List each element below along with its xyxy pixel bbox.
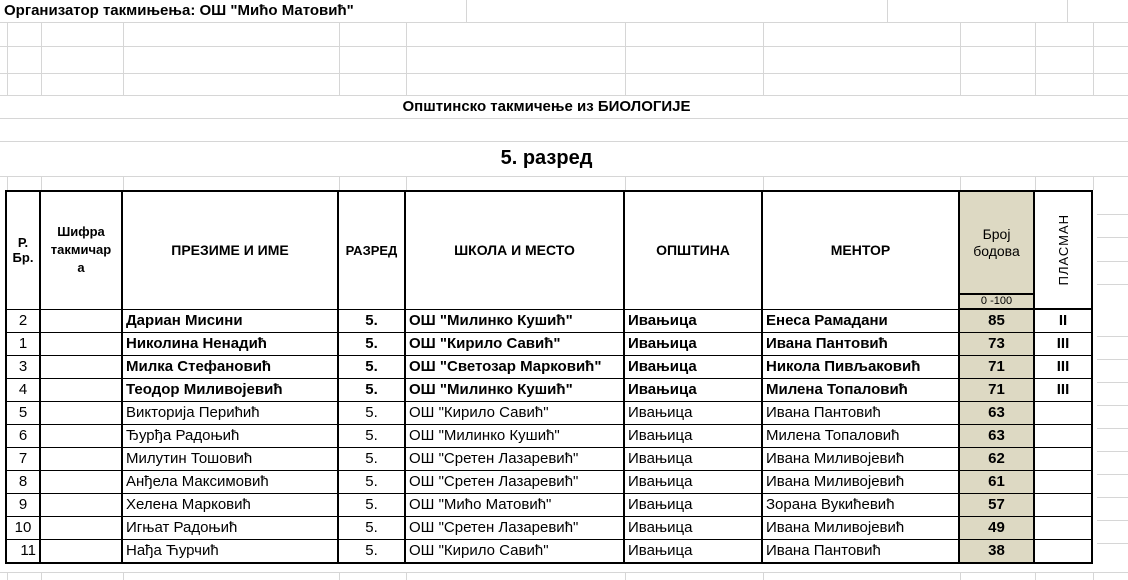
cell-competitor-code[interactable] (40, 494, 122, 517)
cell-grade[interactable]: 5. (338, 425, 405, 448)
cell-school[interactable]: ОШ "Кирило Савић" (405, 402, 624, 425)
gridline (41, 22, 42, 95)
cell-municipality[interactable]: Ивањица (624, 540, 762, 564)
cell-school[interactable]: ОШ "Милинко Кушић" (405, 425, 624, 448)
cell-grade[interactable]: 5. (338, 448, 405, 471)
gridline (0, 73, 1128, 74)
cell-municipality[interactable]: Ивањица (624, 494, 762, 517)
cell-municipality[interactable]: Ивањица (624, 517, 762, 540)
cell-name[interactable]: Дариан Мисини (122, 309, 338, 333)
gridline (1097, 451, 1128, 452)
cell-mentor[interactable]: Ивана Миливојевић (762, 448, 959, 471)
cell-mentor[interactable]: Енеса Рамадани (762, 309, 959, 333)
gridline (0, 118, 1128, 119)
cell-points[interactable]: 71 (959, 379, 1034, 402)
table-row (6, 333, 1092, 356)
cell-school[interactable]: ОШ "Сретен Лазаревић" (405, 448, 624, 471)
cell-school[interactable]: ОШ "Милинко Кушић" (405, 309, 624, 333)
cell-name[interactable]: Николина Ненадић (122, 333, 338, 356)
cell-points[interactable]: 73 (959, 333, 1034, 356)
table-row (6, 517, 1092, 540)
cell-points[interactable]: 71 (959, 356, 1034, 379)
header-grade[interactable]: РАЗРЕД (338, 191, 405, 309)
gridline (7, 572, 8, 580)
gridline (1097, 336, 1128, 337)
table-row (6, 356, 1092, 379)
cell-name[interactable]: Викторија Перићић (122, 402, 338, 425)
table-body (6, 309, 1092, 563)
cell-competitor-code[interactable] (40, 425, 122, 448)
gridline (763, 176, 764, 190)
table-row (6, 425, 1092, 448)
cell-municipality[interactable]: Ивањица (624, 425, 762, 448)
gridline (960, 572, 961, 580)
cell-placement[interactable] (1034, 540, 1092, 564)
cell-row-number[interactable]: 4 (6, 379, 40, 402)
cell-name[interactable]: Хелена Марковић (122, 494, 338, 517)
gridline (41, 176, 42, 190)
cell-grade[interactable]: 5. (338, 379, 405, 402)
table-row (6, 540, 1092, 564)
gridline (406, 176, 407, 190)
gridline (41, 572, 42, 580)
cell-municipality[interactable]: Ивањица (624, 309, 762, 333)
cell-row-number[interactable]: 1 (6, 333, 40, 356)
organizer-title-cell[interactable]: Организатор такмињења: ОШ "Мићо Матовић" (4, 2, 354, 19)
header-municipality[interactable]: ОПШТИНА (624, 191, 762, 309)
gridline (406, 22, 407, 95)
cell-placement[interactable]: II (1034, 309, 1092, 333)
gridline (1035, 22, 1036, 95)
cell-row-number[interactable]: 10 (6, 517, 40, 540)
cell-school[interactable]: ОШ "Кирило Савић" (405, 333, 624, 356)
cell-grade[interactable]: 5. (338, 309, 405, 333)
cell-competitor-code[interactable] (40, 448, 122, 471)
cell-mentor[interactable]: Ивана Пантовић (762, 333, 959, 356)
cell-mentor[interactable]: Ивана Миливојевић (762, 517, 959, 540)
cell-competitor-code[interactable] (40, 309, 122, 333)
gridline (625, 22, 626, 95)
cell-mentor[interactable]: Милена Топаловић (762, 425, 959, 448)
cell-name[interactable]: Анђела Максимовић (122, 471, 338, 494)
competition-title-cell[interactable]: Општинско такмичење из БИОЛОГИЈЕ (402, 98, 691, 115)
cell-municipality[interactable]: Ивањица (624, 402, 762, 425)
cell-municipality[interactable]: Ивањица (624, 448, 762, 471)
cell-competitor-code[interactable] (40, 540, 122, 564)
gridline (1097, 359, 1128, 360)
cell-municipality[interactable]: Ивањица (624, 333, 762, 356)
gridline (1067, 0, 1068, 22)
cell-name[interactable]: Милка Стефановић (122, 356, 338, 379)
header-mentor[interactable]: МЕНТОР (762, 191, 959, 309)
cell-mentor[interactable]: Ивана Пантовић (762, 540, 959, 564)
cell-name[interactable]: Ђурђа Радоњић (122, 425, 338, 448)
gridline (625, 176, 626, 190)
gridline (960, 176, 961, 190)
cell-name[interactable]: Игњат Радоњић (122, 517, 338, 540)
cell-points[interactable]: 63 (959, 402, 1034, 425)
gridline (1097, 214, 1128, 215)
cell-competitor-code[interactable] (40, 356, 122, 379)
cell-row-number[interactable]: 8 (6, 471, 40, 494)
gridline (7, 176, 8, 190)
results-table (5, 190, 1093, 564)
header-school[interactable]: ШКОЛА И МЕСТО (405, 191, 624, 309)
gridline (1097, 284, 1128, 285)
cell-placement[interactable] (1034, 448, 1092, 471)
gridline (0, 22, 1128, 23)
header-code[interactable]: Шифра такмичара (40, 191, 122, 309)
cell-placement[interactable] (1034, 471, 1092, 494)
gridline (625, 572, 626, 580)
header-row-number[interactable]: Р. Бр. (6, 191, 40, 309)
gridline (1097, 382, 1128, 383)
table-row (6, 402, 1092, 425)
table-row (6, 494, 1092, 517)
cell-municipality[interactable]: Ивањица (624, 471, 762, 494)
cell-placement[interactable] (1034, 517, 1092, 540)
cell-grade[interactable]: 5. (338, 333, 405, 356)
gridline (1093, 22, 1094, 95)
cell-name[interactable]: Нађа Ћурчић (122, 540, 338, 564)
table-row (6, 379, 1092, 402)
gridline (1097, 497, 1128, 498)
cell-grade[interactable]: 5. (338, 494, 405, 517)
cell-row-number[interactable]: 9 (6, 494, 40, 517)
cell-points[interactable]: 49 (959, 517, 1034, 540)
cell-competitor-code[interactable] (40, 517, 122, 540)
cell-school[interactable]: ОШ "Мићо Матовић" (405, 494, 624, 517)
cell-mentor[interactable]: Зорана Вукићевић (762, 494, 959, 517)
placement-vertical-label: ПЛАСМАН (1055, 214, 1071, 286)
cell-row-number[interactable]: 5 (6, 402, 40, 425)
cell-school[interactable]: ОШ "Милинко Кушић" (405, 379, 624, 402)
gridline (123, 572, 124, 580)
cell-mentor[interactable]: Ивана Миливојевић (762, 471, 959, 494)
cell-grade[interactable]: 5. (338, 471, 405, 494)
cell-name[interactable]: Милутин Тошовић (122, 448, 338, 471)
gridline (1097, 543, 1128, 544)
gridline (0, 46, 1128, 47)
cell-placement[interactable]: III (1034, 356, 1092, 379)
cell-placement[interactable]: III (1034, 379, 1092, 402)
cell-points[interactable]: 62 (959, 448, 1034, 471)
gridline (7, 22, 8, 95)
gridline (1097, 237, 1128, 238)
cell-row-number[interactable]: 6 (6, 425, 40, 448)
gridline (1097, 474, 1128, 475)
cell-school[interactable]: ОШ "Сретен Лазаревић" (405, 517, 624, 540)
cell-points[interactable]: 57 (959, 494, 1034, 517)
cell-row-number[interactable]: 3 (6, 356, 40, 379)
cell-mentor[interactable]: Никола Пивљаковић (762, 356, 959, 379)
gridline (1093, 176, 1094, 190)
cell-points[interactable]: 85 (959, 309, 1034, 333)
cell-grade[interactable]: 5. (338, 540, 405, 564)
gridline (406, 572, 407, 580)
cell-row-number[interactable]: 11 (6, 540, 40, 564)
cell-placement[interactable]: III (1034, 333, 1092, 356)
header-points-range[interactable]: 0 -100 (959, 294, 1034, 309)
cell-placement[interactable] (1034, 425, 1092, 448)
cell-points[interactable]: 38 (959, 540, 1034, 564)
table-header (6, 191, 1092, 309)
gridline (1097, 405, 1128, 406)
gridline (1097, 428, 1128, 429)
table-row (6, 448, 1092, 471)
cell-points[interactable]: 61 (959, 471, 1034, 494)
gridline (1035, 176, 1036, 190)
gridline (339, 22, 340, 95)
grade-title-cell[interactable]: 5. разред (500, 147, 593, 169)
cell-grade[interactable]: 5. (338, 402, 405, 425)
cell-municipality[interactable]: Ивањица (624, 379, 762, 402)
cell-competitor-code[interactable] (40, 402, 122, 425)
gridline (1093, 572, 1094, 580)
cell-placement[interactable] (1034, 494, 1092, 517)
gridline (123, 176, 124, 190)
gridline (1035, 572, 1036, 580)
gridline (339, 176, 340, 190)
cell-competitor-code[interactable] (40, 379, 122, 402)
header-name[interactable]: ПРЕЗИМЕ И ИМЕ (122, 191, 338, 309)
gridline (0, 572, 1128, 573)
cell-mentor[interactable]: Милена Топаловић (762, 379, 959, 402)
cell-placement[interactable] (1034, 402, 1092, 425)
cell-row-number[interactable]: 2 (6, 309, 40, 333)
gridline (763, 572, 764, 580)
cell-grade[interactable]: 5. (338, 356, 405, 379)
cell-grade[interactable]: 5. (338, 517, 405, 540)
gridline (1097, 261, 1128, 262)
gridline (0, 176, 1128, 177)
gridline (339, 572, 340, 580)
gridline (1097, 520, 1128, 521)
gridline (960, 22, 961, 95)
table-row (6, 309, 1092, 333)
header-placement[interactable] (1034, 191, 1092, 309)
cell-school[interactable]: ОШ "Сретен Лазаревић" (405, 471, 624, 494)
cell-municipality[interactable]: Ивањица (624, 356, 762, 379)
header-points[interactable]: Број бодова (959, 191, 1034, 294)
cell-points[interactable]: 63 (959, 425, 1034, 448)
gridline (763, 22, 764, 95)
cell-competitor-code[interactable] (40, 333, 122, 356)
cell-competitor-code[interactable] (40, 471, 122, 494)
cell-school[interactable]: ОШ "Кирило Савић" (405, 540, 624, 564)
cell-school[interactable]: ОШ "Светозар Марковић" (405, 356, 624, 379)
cell-mentor[interactable]: Ивана Пантовић (762, 402, 959, 425)
table-row (6, 471, 1092, 494)
cell-row-number[interactable]: 7 (6, 448, 40, 471)
gridline (123, 22, 124, 95)
cell-name[interactable]: Теодор Миливојевић (122, 379, 338, 402)
